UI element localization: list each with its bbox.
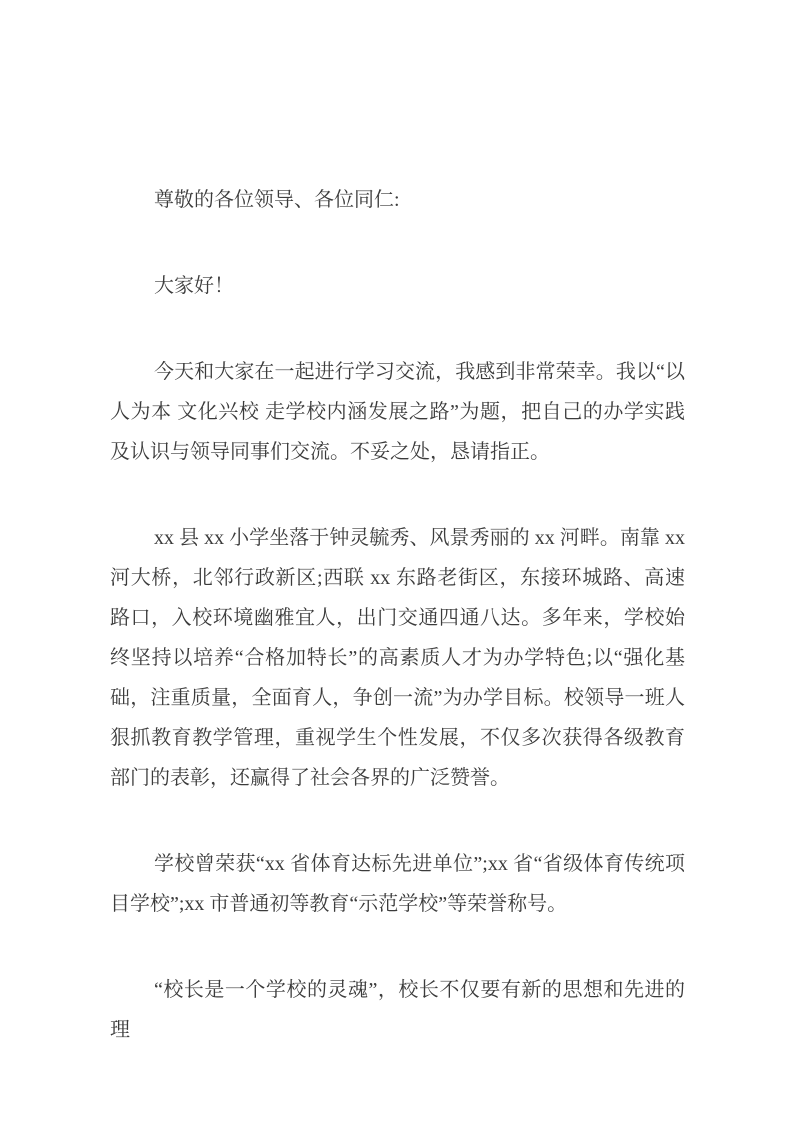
greeting-line: 大家好！ [154, 275, 234, 297]
school-honors-paragraph: 学校曾荣获“xx 省体育达标先进单位”;xx 省“省级体育传统项目学校”;xx 市普通初等教育“示范学校”等荣誉称号。 [110, 853, 685, 915]
salutation-line: 尊敬的各位领导、各位同仁: [154, 189, 400, 211]
school-introduction-paragraph: xx 县 xx 小学坐落于钟灵毓秀、风景秀丽的 xx 河畔。南靠 xx 河大桥，北邻行政新区;西联 xx 东路老街区，东接环城路、高速路口，入校环境幽雅宜人，出门交通四通八达。多年来，学校始终坚持以培养“合格加特长”的高素质人才为办学特色;以“强化基础，注重质量，全面育人，争创一流”为办学目标。校领导一班人狠抓教育教学管理，重视学生个性发展，不仅多次获得各级教育部门的表彰，还赢得了社会各界的广泛赞誉。 [110, 527, 685, 789]
principal-role-paragraph: “校长是一个学校的灵魂”，校长不仅要有新的思想和先进的理 [110, 979, 685, 1041]
opening-paragraph: 今天和大家在一起进行学习交流，我感到非常荣幸。我以“以人为本 文化兴校 走学校内涵发展之路”为题，把自己的办学实践及认识与领导同事们交流。不妥之处，恳请指正。 [110, 361, 685, 463]
